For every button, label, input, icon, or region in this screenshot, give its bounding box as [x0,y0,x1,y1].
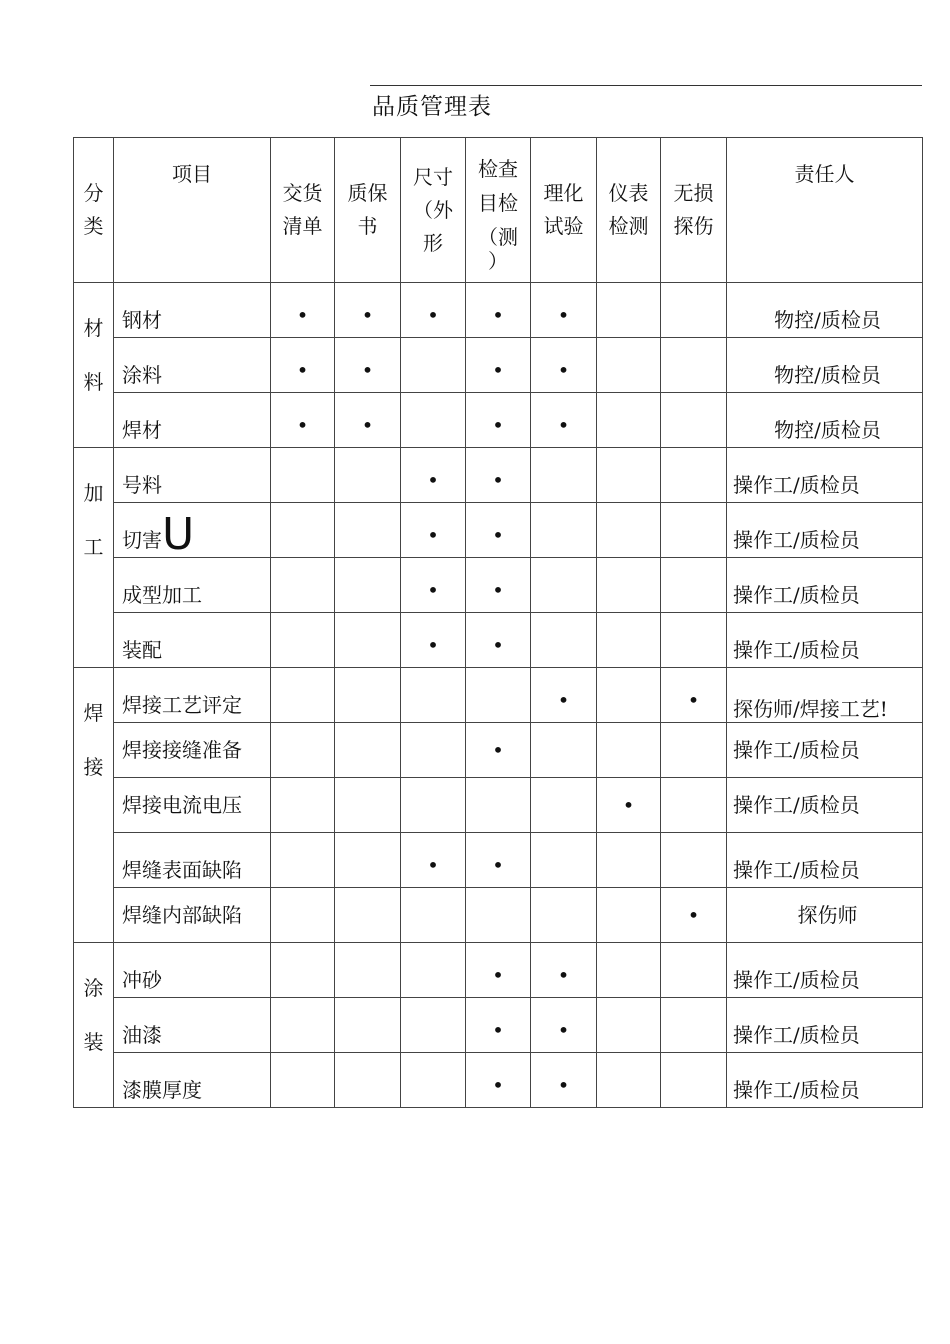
mark-cell-quality-certificate [335,558,401,613]
item-cell: 焊缝表面缺陷 [114,833,271,888]
mark-cell-quality-certificate [335,613,401,668]
item-cell: 油漆 [114,998,271,1053]
table-row [74,888,923,943]
mark-cell-physical-chemical-test [531,503,597,558]
mark-cell-delivery-list [271,723,335,778]
mark-cell-quality-certificate [335,393,401,448]
mark-cell-physical-chemical-test [531,1053,597,1108]
responsible-cell: 操作工/质检员 [727,723,923,778]
mark-cell-physical-chemical-test [531,338,597,393]
responsible-cell: 操作工/质检员 [727,778,923,833]
item-cell: 钢材 [114,283,271,338]
mark-cell-instrument-test [597,778,661,833]
mark-cell-physical-chemical-test [531,668,597,723]
check-dot: • [492,633,504,657]
mark-cell-physical-chemical-test [531,778,597,833]
responsible-cell: 探伤师 [727,888,923,943]
item-cell: 焊接接缝准备 [114,723,271,778]
mark-cell-instrument-test [597,888,661,943]
mark-cell-nondestructive-test [661,778,727,833]
item-cell: 号料 [114,448,271,503]
table-row [74,1053,923,1108]
table-row [74,723,923,778]
table-row [74,283,923,338]
mark-cell-instrument-test [597,668,661,723]
mark-cell-visual-inspection [466,283,531,338]
mark-cell-quality-certificate [335,943,401,998]
mark-cell-dimension [401,723,466,778]
responsible-cell: 操作工/质检员 [727,943,923,998]
check-dot: • [361,358,374,382]
check-dot: • [557,413,570,437]
mark-cell-delivery-list [271,283,335,338]
mark-cell-nondestructive-test [661,998,727,1053]
mark-cell-nondestructive-test [661,503,727,558]
category-cell: 材 料 [74,283,114,448]
table-row [74,393,923,448]
item-cell: 装配 [114,613,271,668]
header-nondestructive-test: 无损 探伤 [661,138,727,283]
mark-cell-delivery-list [271,778,335,833]
check-dot: • [492,578,504,602]
check-dot: • [492,738,504,762]
mark-cell-dimension [401,283,466,338]
responsible-cell: 操作工/质检员 [727,613,923,668]
check-dot: • [492,1073,504,1097]
mark-cell-quality-certificate [335,998,401,1053]
mark-cell-nondestructive-test [661,613,727,668]
mark-cell-delivery-list [271,503,335,558]
mark-cell-dimension [401,448,466,503]
mark-cell-dimension [401,393,466,448]
mark-cell-instrument-test [597,558,661,613]
mark-cell-nondestructive-test [661,338,727,393]
responsible-cell: 探伤师/焊接工艺! [727,668,923,723]
mark-cell-dimension [401,1053,466,1108]
mark-cell-dimension [401,998,466,1053]
mark-cell-visual-inspection [466,338,531,393]
mark-cell-dimension [401,668,466,723]
check-dot: • [427,853,439,877]
check-dot: • [361,303,374,327]
item-cell: 涂料 [114,338,271,393]
table-row [74,833,923,888]
mark-cell-instrument-test [597,943,661,998]
mark-cell-instrument-test [597,393,661,448]
mark-cell-nondestructive-test [661,888,727,943]
category-cell: 焊 接 [74,668,114,943]
table-row [74,778,923,833]
table-row [74,943,923,998]
check-dot: • [427,523,439,547]
mark-cell-delivery-list [271,558,335,613]
title-rule [370,85,922,86]
mark-cell-physical-chemical-test [531,448,597,503]
mark-cell-dimension [401,943,466,998]
mark-cell-visual-inspection [466,1053,531,1108]
table-row [74,998,923,1053]
mark-cell-delivery-list [271,943,335,998]
responsible-cell: 物控/质检员 [727,283,923,338]
check-dot: • [557,688,570,712]
category-cell: 加 工 [74,448,114,668]
item-cell: 漆膜厚度 [114,1053,271,1108]
check-dot: • [557,1073,570,1097]
header-category: 分 类 [74,138,114,283]
mark-cell-quality-certificate [335,723,401,778]
mark-cell-quality-certificate [335,888,401,943]
header-row [74,138,923,283]
mark-cell-nondestructive-test [661,833,727,888]
mark-cell-delivery-list [271,338,335,393]
item-cell: 切害U [114,503,271,558]
responsible-cell: 操作工/质检员 [727,1053,923,1108]
mark-cell-dimension [401,503,466,558]
table-row [74,668,923,723]
mark-cell-nondestructive-test [661,668,727,723]
mark-cell-visual-inspection [466,558,531,613]
check-dot: • [492,853,504,877]
mark-cell-visual-inspection [466,943,531,998]
category-cell: 涂 装 [74,943,114,1108]
mark-cell-physical-chemical-test [531,888,597,943]
header-visual-inspection: 检查 目检 （测 ） [466,138,531,283]
mark-cell-delivery-list [271,448,335,503]
check-dot: • [557,1018,570,1042]
mark-cell-visual-inspection [466,393,531,448]
mark-cell-dimension [401,778,466,833]
mark-cell-physical-chemical-test [531,558,597,613]
item-cell: 成型加工 [114,558,271,613]
responsible-cell: 操作工/质检员 [727,503,923,558]
item-cell: 焊接电流电压 [114,778,271,833]
mark-cell-quality-certificate [335,668,401,723]
responsible-cell: 操作工/质检员 [727,448,923,503]
mark-cell-nondestructive-test [661,448,727,503]
table-row [74,448,923,503]
mark-cell-instrument-test [597,833,661,888]
mark-cell-nondestructive-test [661,283,727,338]
responsible-cell: 操作工/质检员 [727,998,923,1053]
mark-cell-quality-certificate [335,503,401,558]
mark-cell-dimension [401,558,466,613]
mark-cell-instrument-test [597,613,661,668]
mark-cell-physical-chemical-test [531,833,597,888]
check-dot: • [557,303,570,327]
check-dot: • [492,1018,504,1042]
mark-cell-visual-inspection [466,448,531,503]
check-dot: • [427,468,439,492]
responsible-cell: 物控/质检员 [727,338,923,393]
mark-cell-physical-chemical-test [531,283,597,338]
check-dot: • [687,903,700,927]
mark-cell-visual-inspection [466,833,531,888]
mark-cell-instrument-test [597,283,661,338]
mark-cell-instrument-test [597,723,661,778]
mark-cell-quality-certificate [335,1053,401,1108]
mark-cell-dimension [401,338,466,393]
header-responsible: 责任人 [727,138,923,283]
mark-cell-delivery-list [271,998,335,1053]
mark-cell-visual-inspection [466,888,531,943]
mark-cell-instrument-test [597,998,661,1053]
check-dot: • [361,413,374,437]
check-dot: • [492,303,504,327]
check-dot: • [492,523,504,547]
check-dot: • [492,413,504,437]
check-dot: • [557,358,570,382]
mark-cell-quality-certificate [335,778,401,833]
mark-cell-visual-inspection [466,613,531,668]
header-item: 项目 [114,138,271,283]
check-dot: • [296,358,309,382]
mark-cell-instrument-test [597,448,661,503]
check-dot: • [427,303,439,327]
mark-cell-dimension [401,833,466,888]
mark-cell-nondestructive-test [661,393,727,448]
table-row [74,613,923,668]
mark-cell-nondestructive-test [661,1053,727,1108]
check-dot: • [427,578,439,602]
mark-cell-physical-chemical-test [531,943,597,998]
check-dot: • [296,303,309,327]
mark-cell-visual-inspection [466,778,531,833]
mark-cell-visual-inspection [466,998,531,1053]
mark-cell-delivery-list [271,613,335,668]
table-row [74,558,923,613]
header-physical-chemical-test: 理化 试验 [531,138,597,283]
mark-cell-physical-chemical-test [531,613,597,668]
responsible-cell: 物控/质检员 [727,393,923,448]
mark-cell-delivery-list [271,888,335,943]
check-dot: • [492,468,504,492]
mark-cell-visual-inspection [466,668,531,723]
mark-cell-delivery-list [271,393,335,448]
mark-cell-physical-chemical-test [531,723,597,778]
table-row [74,503,923,558]
responsible-cell: 操作工/质检员 [727,558,923,613]
mark-cell-delivery-list [271,668,335,723]
check-dot: • [557,963,570,987]
check-dot: • [622,793,635,817]
check-dot: • [492,358,504,382]
mark-cell-instrument-test [597,338,661,393]
mark-cell-quality-certificate [335,338,401,393]
header-dimension: 尺寸 （外 形 [401,138,466,283]
mark-cell-nondestructive-test [661,943,727,998]
check-dot: • [492,963,504,987]
item-cell: 焊缝内部缺陷 [114,888,271,943]
mark-cell-visual-inspection [466,503,531,558]
header-instrument-test: 仪表 检测 [597,138,661,283]
check-dot: • [296,413,309,437]
mark-cell-quality-certificate [335,283,401,338]
header-quality-certificate: 质保 书 [335,138,401,283]
mark-cell-delivery-list [271,833,335,888]
mark-cell-instrument-test [597,1053,661,1108]
page-title: 品质管理表 [372,94,492,120]
mark-cell-delivery-list [271,1053,335,1108]
mark-cell-nondestructive-test [661,723,727,778]
responsible-cell: 操作工/质检员 [727,833,923,888]
item-cell: 焊材 [114,393,271,448]
mark-cell-physical-chemical-test [531,998,597,1053]
table-row [74,338,923,393]
mark-cell-dimension [401,613,466,668]
mark-cell-visual-inspection [466,723,531,778]
mark-cell-instrument-test [597,503,661,558]
check-dot: • [427,633,439,657]
quality-management-table [73,137,923,1108]
mark-cell-dimension [401,888,466,943]
mark-cell-nondestructive-test [661,558,727,613]
mark-cell-quality-certificate [335,833,401,888]
stray-mark: U [162,509,195,558]
item-cell: 冲砂 [114,943,271,998]
header-delivery-list: 交货 清单 [271,138,335,283]
check-dot: • [687,688,700,712]
mark-cell-physical-chemical-test [531,393,597,448]
item-cell: 焊接工艺评定 [114,668,271,723]
mark-cell-quality-certificate [335,448,401,503]
